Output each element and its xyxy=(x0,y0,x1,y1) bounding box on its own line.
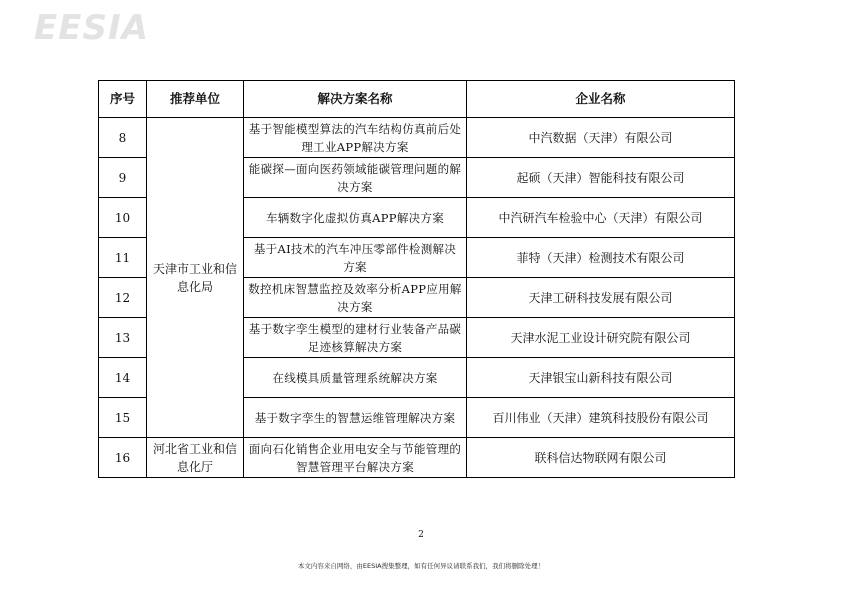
row-number: 9 xyxy=(99,158,147,198)
solution-name-cell: 基于智能模型算法的汽车结构仿真前后处理工业APP解决方案 xyxy=(244,118,467,158)
header-number: 序号 xyxy=(99,81,147,118)
eesia-logo: EESIA xyxy=(34,8,149,48)
company-name-cell: 菲特（天津）检测技术有限公司 xyxy=(467,238,735,278)
solution-table xyxy=(98,80,735,478)
row-number: 15 xyxy=(99,398,147,438)
header-company-name: 企业名称 xyxy=(467,81,735,118)
company-name-cell: 天津工研科技发展有限公司 xyxy=(467,278,735,318)
footer-disclaimer: 本文内容来自网络，由EESIA搜集整理，如有任何异议请联系我们，我们将删除处理！ xyxy=(297,562,545,570)
company-name-cell: 联科信达物联网有限公司 xyxy=(467,438,735,478)
row-number: 8 xyxy=(99,118,147,158)
solution-name-cell: 在线模具质量管理系统解决方案 xyxy=(244,358,467,398)
row-number: 14 xyxy=(99,358,147,398)
solution-name-cell: 基于AI技术的汽车冲压零部件检测解决方案 xyxy=(244,238,467,278)
table-row xyxy=(99,118,735,158)
header-solution-name: 解决方案名称 xyxy=(244,81,467,118)
company-name-cell: 中汽数据（天津）有限公司 xyxy=(467,118,735,158)
table-header-row xyxy=(99,81,735,118)
table-row xyxy=(99,438,735,478)
solution-name-cell: 面向石化销售企业用电安全与节能管理的智慧管理平台解决方案 xyxy=(244,438,467,478)
recommending-unit-cell: 河北省工业和信息化厅 xyxy=(147,438,244,478)
solution-name-cell: 基于数字孪生模型的建材行业装备产品碳足迹核算解决方案 xyxy=(244,318,467,358)
row-number: 10 xyxy=(99,198,147,238)
header-recommending-unit: 推荐单位 xyxy=(147,81,244,118)
page-number: 2 xyxy=(418,530,424,540)
solution-name-cell: 基于数字孪生的智慧运维管理解决方案 xyxy=(244,398,467,438)
row-number: 12 xyxy=(99,278,147,318)
company-name-cell: 百川伟业（天津）建筑科技股份有限公司 xyxy=(467,398,735,438)
row-number: 16 xyxy=(99,438,147,478)
solution-name-cell: 数控机床智慧监控及效率分析APP应用解决方案 xyxy=(244,278,467,318)
company-name-cell: 中汽研汽车检验中心（天津）有限公司 xyxy=(467,198,735,238)
row-number: 11 xyxy=(99,238,147,278)
solution-name-cell: 能碳探—面向医药领域能碳管理问题的解决方案 xyxy=(244,158,467,198)
company-name-cell: 天津银宝山新科技有限公司 xyxy=(467,358,735,398)
company-name-cell: 起硕（天津）智能科技有限公司 xyxy=(467,158,735,198)
row-number: 13 xyxy=(99,318,147,358)
recommending-unit-cell: 天津市工业和信息化局 xyxy=(147,118,244,438)
solution-name-cell: 车辆数字化虚拟仿真APP解决方案 xyxy=(244,198,467,238)
company-name-cell: 天津水泥工业设计研究院有限公司 xyxy=(467,318,735,358)
